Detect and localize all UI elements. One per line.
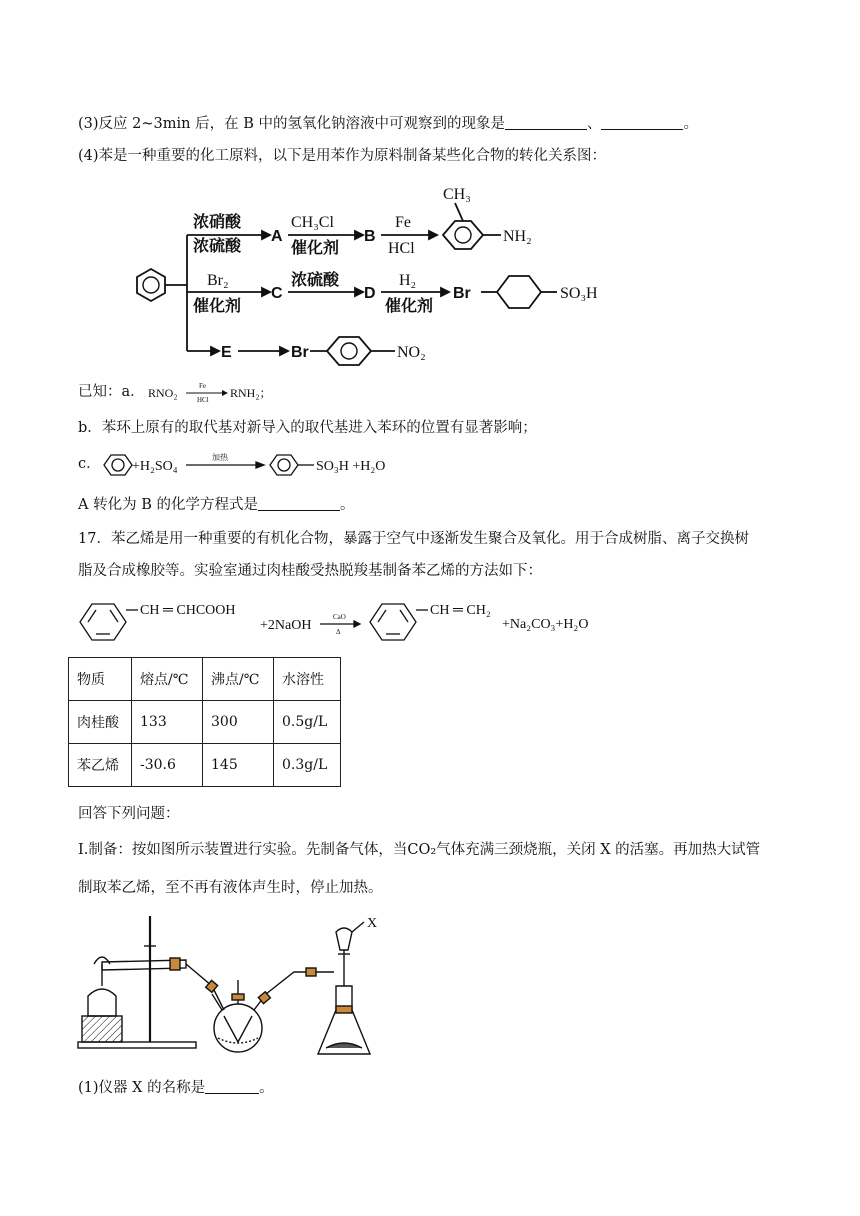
known-c-equation xyxy=(98,448,418,482)
cao-label: CaO xyxy=(333,613,346,621)
cinnamic-chain: CH ═ CHCOOH xyxy=(140,603,236,618)
decarboxylation-reaction xyxy=(74,594,614,650)
table-header: 沸点/℃ xyxy=(203,658,274,701)
fe-label: Fe xyxy=(199,382,206,390)
reagent-conc-sulfuric-2: 浓硫酸 xyxy=(291,272,340,289)
rno2: RNO₂ xyxy=(148,386,178,400)
reagent-conc-nitric: 浓硝酸 xyxy=(193,214,242,231)
table-header: 熔点/℃ xyxy=(132,658,203,701)
reagent-conc-sulfuric: 浓硫酸 xyxy=(193,238,242,255)
co2-formula: CO₂ xyxy=(407,842,437,858)
a-to-b-text: A 转化为 B 的化学方程式是 xyxy=(78,497,258,513)
question-1-end: 。 xyxy=(259,1080,274,1096)
question-1 xyxy=(78,1078,274,1098)
compound-A: A xyxy=(271,228,283,245)
properties-table xyxy=(68,657,341,787)
table-cell: 145 xyxy=(203,744,274,787)
a-to-b-end: 。 xyxy=(339,497,355,513)
compound-D: D xyxy=(364,285,376,302)
sulfonic-group: SO₃H xyxy=(560,285,598,302)
reagent-ch3cl: CH₃Cl xyxy=(291,214,334,231)
question-3-sep: 、 xyxy=(586,116,602,132)
h2so4-plus: +H₂SO₄ xyxy=(132,459,178,474)
heating-label: 加热 xyxy=(212,453,228,462)
c-product: SO₃H +H₂O xyxy=(316,459,386,474)
known-a xyxy=(78,382,145,402)
answer-prompt: 回答下列问题： xyxy=(78,806,180,822)
table-cell: 300 xyxy=(203,701,274,744)
bromo-label-2: Br xyxy=(291,344,309,361)
x-label: X xyxy=(367,916,378,931)
known-c-prefix: c． xyxy=(78,456,101,472)
reagent-br2: Br₂ xyxy=(207,272,229,289)
table-header: 物质 xyxy=(69,658,132,701)
question-1-text: (1)仪器 X 的名称是 xyxy=(78,1080,206,1096)
question-3-text: (3)反应 2~3min 后，在 B 中的氢氧化钠溶液中可观察到的现象是 xyxy=(78,116,505,132)
part1-text-a: I.制备：按如图所示装置进行实验。先制备气体，当 xyxy=(78,842,408,858)
table-row xyxy=(69,701,341,744)
hcl-label: HCl xyxy=(197,396,209,404)
byproducts: +Na₂CO₃+H₂O xyxy=(502,617,589,632)
a-to-b-question xyxy=(78,495,354,515)
table-cell: 133 xyxy=(132,701,203,744)
amino-group: NH₂ xyxy=(503,228,532,245)
catalyst-1: 催化剂 xyxy=(291,240,340,257)
table-cell: 0.3g/L xyxy=(274,744,341,787)
catalyst-2: 催化剂 xyxy=(193,298,242,315)
answer-blank xyxy=(205,1079,259,1094)
rnh2: RNH₂； xyxy=(230,386,272,400)
reagent-hcl: HCl xyxy=(388,240,415,257)
styrene-chain: CH ═ CH₂ xyxy=(430,603,491,618)
question-4-intro: (4)苯是一种重要的化工原料，以下是用苯作为原料制备某些化合物的转化关系图： xyxy=(78,148,607,164)
bromo-label: Br xyxy=(453,285,471,302)
part1-text-b: 气体充满三颈烧瓶，关闭 X 的活塞。再加热大试管 xyxy=(436,842,761,858)
question-3-end: 。 xyxy=(683,116,698,132)
known-b: b．苯环上原有的取代基对新导入的取代基进入苯环的位置有显著影响； xyxy=(78,420,537,436)
table-cell: 肉桂酸 xyxy=(69,701,132,744)
known-a-equation xyxy=(144,379,304,405)
answer-blank xyxy=(258,496,340,511)
catalyst-3: 催化剂 xyxy=(385,298,434,315)
table-row xyxy=(69,744,341,787)
q17-line1: 17．苯乙烯是用一种重要的有机化合物，暴露于空气中逐渐发生聚合及氧化。用于合成树脂、离子交换树 xyxy=(78,531,749,547)
compound-B: B xyxy=(364,228,376,245)
part1-line2: 制取苯乙烯，至不再有液体声生时，停止加热。 xyxy=(78,880,383,896)
question-3 xyxy=(78,114,698,134)
known-a-prefix: 已知：a． xyxy=(78,384,145,400)
cyclohexane-ring xyxy=(497,276,541,308)
table-header: 水溶性 xyxy=(274,658,341,701)
reagent-h2: H₂ xyxy=(399,272,417,289)
benzene-ring xyxy=(137,269,165,301)
table-header-row xyxy=(69,658,341,701)
answer-blank xyxy=(505,115,587,130)
nitro-group: NO₂ xyxy=(397,344,426,361)
table-cell: 0.5g/L xyxy=(274,701,341,744)
answer-blank xyxy=(601,115,683,130)
table-cell: 苯乙烯 xyxy=(69,744,132,787)
compound-C: C xyxy=(271,285,283,302)
compound-E: E xyxy=(221,344,232,361)
heat-label: Δ xyxy=(336,628,341,636)
benzene-ring xyxy=(327,337,371,365)
part1-line1 xyxy=(78,840,760,860)
apparatus-diagram xyxy=(74,910,394,1060)
table-cell: -30.6 xyxy=(132,744,203,787)
methyl-group: CH₃ xyxy=(443,186,471,203)
naoh-reagent: +2NaOH xyxy=(260,618,312,633)
conversion-scheme xyxy=(105,173,625,373)
reagent-fe: Fe xyxy=(395,214,411,231)
q17-line2: 脂及合成橡胶等。实验室通过肉桂酸受热脱羧基制备苯乙烯的方法如下： xyxy=(78,563,542,579)
